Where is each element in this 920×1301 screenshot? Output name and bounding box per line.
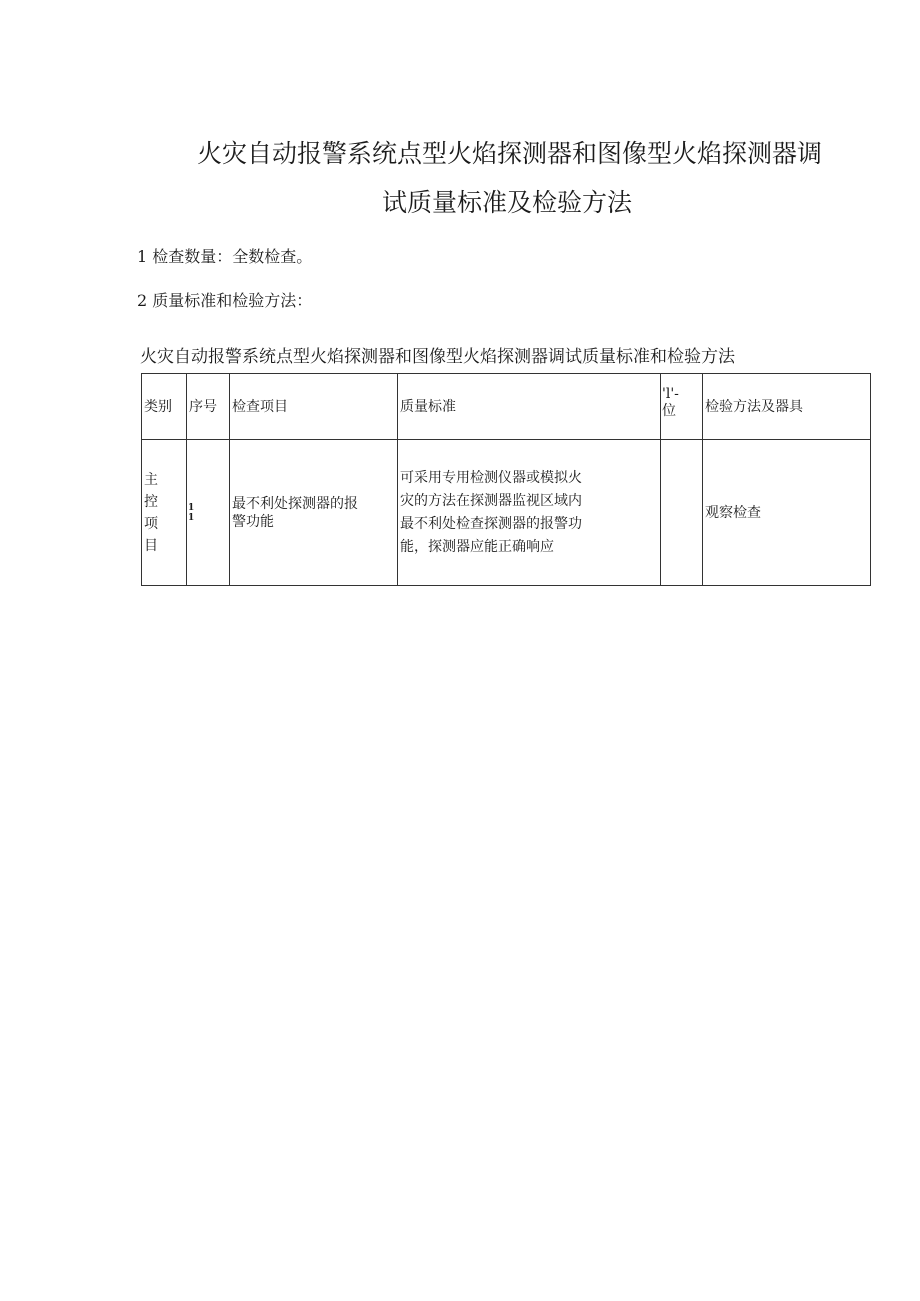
header-category: 类别 — [142, 374, 187, 440]
cell-seq: 1 1 — [187, 440, 230, 586]
cell-category: 主 控 项 目 — [142, 440, 187, 586]
table-header-row — [142, 374, 871, 440]
cell-unit — [661, 440, 703, 586]
header-seq: 序号 — [187, 374, 230, 440]
quality-standard-table — [141, 373, 871, 586]
table-caption: 火灾自动报警系统点型火焰探测器和图像型火焰探测器调试质量标准和检验方法 — [140, 347, 735, 367]
header-item: 检查项目 — [230, 374, 398, 440]
cell-method: 观察检查 — [703, 440, 871, 586]
table-row — [142, 440, 871, 586]
header-unit — [661, 374, 703, 440]
document-title-line-2: 试质量标准及检验方法 — [382, 188, 633, 217]
header-unit-line-1: 'l'- — [662, 385, 679, 402]
document-title-line-1: 火灾自动报警系统点型火焰探测器和图像型火焰探测器调 — [197, 139, 823, 168]
header-unit-line-2: 位 — [662, 402, 676, 419]
header-standard: 质量标准 — [398, 374, 661, 440]
quality-standard-clause: 2 质量标准和检验方法： — [137, 291, 313, 310]
inspection-quantity-clause: 1 检查数量：全数检查。 — [137, 247, 313, 266]
cell-item: 最不利处探测器的报 警功能 — [230, 440, 398, 586]
cell-standard: 可采用专用检测仪器或模拟火 灾的方法在探测器监视区域内 最不利处检查探测器的报警功 能，探测器应能正确响应 — [398, 440, 661, 586]
header-method: 检验方法及器具 — [703, 374, 871, 440]
